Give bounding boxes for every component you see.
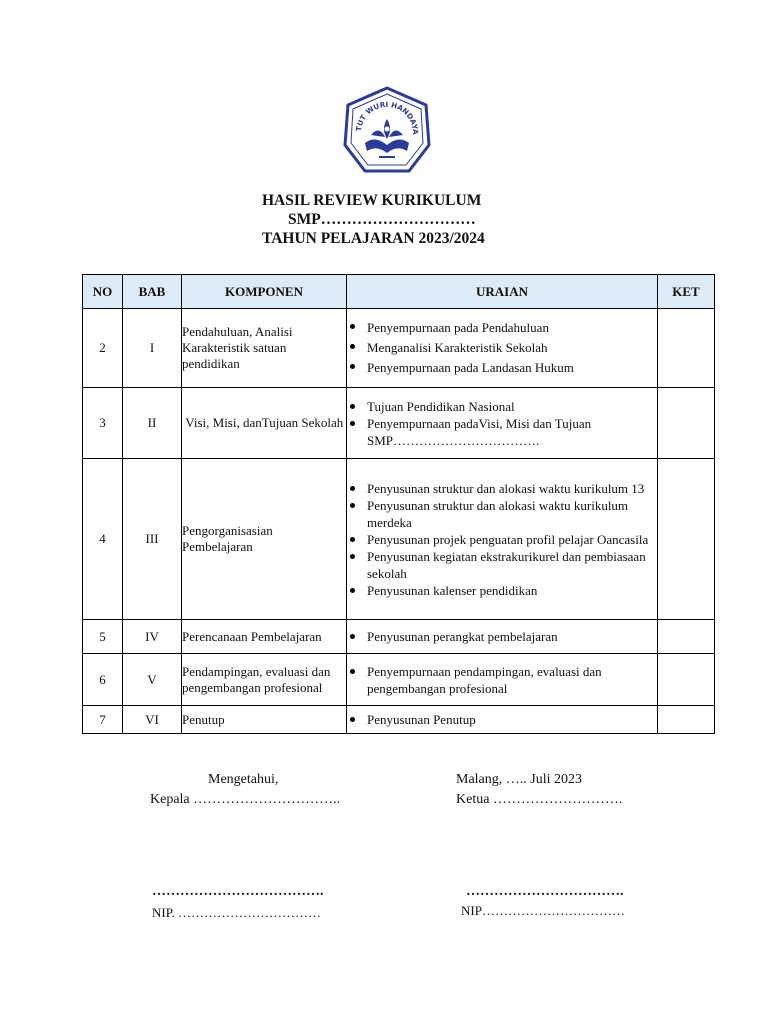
cell-bab: II — [123, 388, 182, 459]
cell-no: 3 — [83, 388, 123, 459]
cell-ket — [658, 620, 715, 654]
table-row — [83, 388, 715, 459]
review-table — [82, 274, 715, 734]
cell-komponen: Perencanaan Pembelajaran — [182, 620, 347, 654]
cell-ket — [658, 388, 715, 459]
cell-ket — [658, 706, 715, 734]
cell-no: 7 — [83, 706, 123, 734]
list-item: Penyusunan Penutup — [347, 711, 657, 728]
column-header-bab: BAB — [123, 275, 182, 309]
cell-uraian — [347, 459, 658, 620]
list-item: Penyempurnaan pendampingan, evaluasi dan pengembangan profesional — [347, 663, 657, 697]
cell-komponen: Pengorganisasian Pembelajaran — [182, 459, 347, 620]
principal-name-line: ………………………………. — [152, 884, 324, 899]
cell-uraian — [347, 620, 658, 654]
chair-role: Ketua ………………………. — [456, 792, 623, 807]
uraian-list — [347, 398, 657, 449]
list-item: Penyempurnaan pada Pendahuluan — [347, 318, 657, 338]
place-date: Malang, ….. Juli 2023 — [456, 772, 582, 787]
cell-uraian — [347, 654, 658, 706]
cell-ket — [658, 459, 715, 620]
uraian-list — [347, 318, 657, 378]
cell-bab: VI — [123, 706, 182, 734]
cell-komponen: Penutup — [182, 706, 347, 734]
acknowledged-label: Mengetahui, — [208, 772, 279, 787]
cell-bab: III — [123, 459, 182, 620]
table-row — [83, 620, 715, 654]
cell-no: 6 — [83, 654, 123, 706]
chair-nip: NIP…………………………… — [461, 903, 625, 918]
cell-komponen: Visi, Misi, danTujuan Sekolah — [182, 388, 347, 459]
column-header-uraian: URAIAN — [347, 275, 658, 309]
column-header-no: NO — [83, 275, 123, 309]
cell-no: 2 — [83, 309, 123, 388]
cell-bab: V — [123, 654, 182, 706]
cell-bab: I — [123, 309, 182, 388]
list-item: Penyusunan projek penguatan profil pelajar Oancasila — [347, 531, 657, 548]
cell-ket — [658, 309, 715, 388]
list-item: Penyempurnaan padaVisi, Misi dan Tujuan SMP……………………………. — [347, 415, 657, 449]
uraian-list — [347, 628, 657, 645]
list-item: Menganalisi Karakteristik Sekolah — [347, 338, 657, 358]
uraian-list — [347, 711, 657, 728]
column-header-komponen: KOMPONEN — [182, 275, 347, 309]
principal-nip: NIP. …………………………… — [152, 905, 322, 920]
list-item: Tujuan Pendidikan Nasional — [347, 398, 657, 415]
cell-komponen: Pendampingan, evaluasi dan pengembangan profesional — [182, 654, 347, 706]
cell-uraian — [347, 309, 658, 388]
tut-wuri-handayani-logo — [341, 85, 433, 177]
list-item: Penyusunan struktur dan alokasi waktu kurikulum 13 — [347, 480, 657, 497]
cell-uraian — [347, 706, 658, 734]
academic-year: TAHUN PELAJARAN 2023/2024 — [262, 230, 485, 247]
chair-name-line: ……………………………. — [466, 884, 624, 899]
list-item: Penyusunan kegiatan ekstrakurikurel dan pembiasaan sekolah — [347, 548, 657, 582]
cell-komponen: Pendahuluan, Analisi Karakteristik satuan pendidikan — [182, 309, 347, 388]
table-row — [83, 706, 715, 734]
list-item: Penyusunan perangkat pembelajaran — [347, 628, 657, 645]
uraian-list — [347, 663, 657, 697]
cell-uraian — [347, 388, 658, 459]
list-item: Penyusunan kalenser pendidikan — [347, 582, 657, 599]
cell-ket — [658, 654, 715, 706]
list-item: Penyusunan struktur dan alokasi waktu kurikulum merdeka — [347, 497, 657, 531]
logo-text: TUT WURI HANDAYA — [354, 99, 421, 135]
cell-no: 5 — [83, 620, 123, 654]
table-row — [83, 309, 715, 388]
table-header-row — [83, 275, 715, 309]
cell-bab: IV — [123, 620, 182, 654]
cell-no: 4 — [83, 459, 123, 620]
school-name-line: SMP………………………… — [288, 211, 476, 228]
document-title: HASIL REVIEW KURIKULUM — [262, 192, 482, 209]
principal-role: Kepala ………………………….. — [150, 792, 341, 807]
table-row — [83, 459, 715, 620]
uraian-list — [347, 480, 657, 599]
emblem-icon — [341, 85, 433, 177]
table-row — [83, 654, 715, 706]
column-header-ket: KET — [658, 275, 715, 309]
list-item: Penyempurnaan pada Landasan Hukum — [347, 358, 657, 378]
